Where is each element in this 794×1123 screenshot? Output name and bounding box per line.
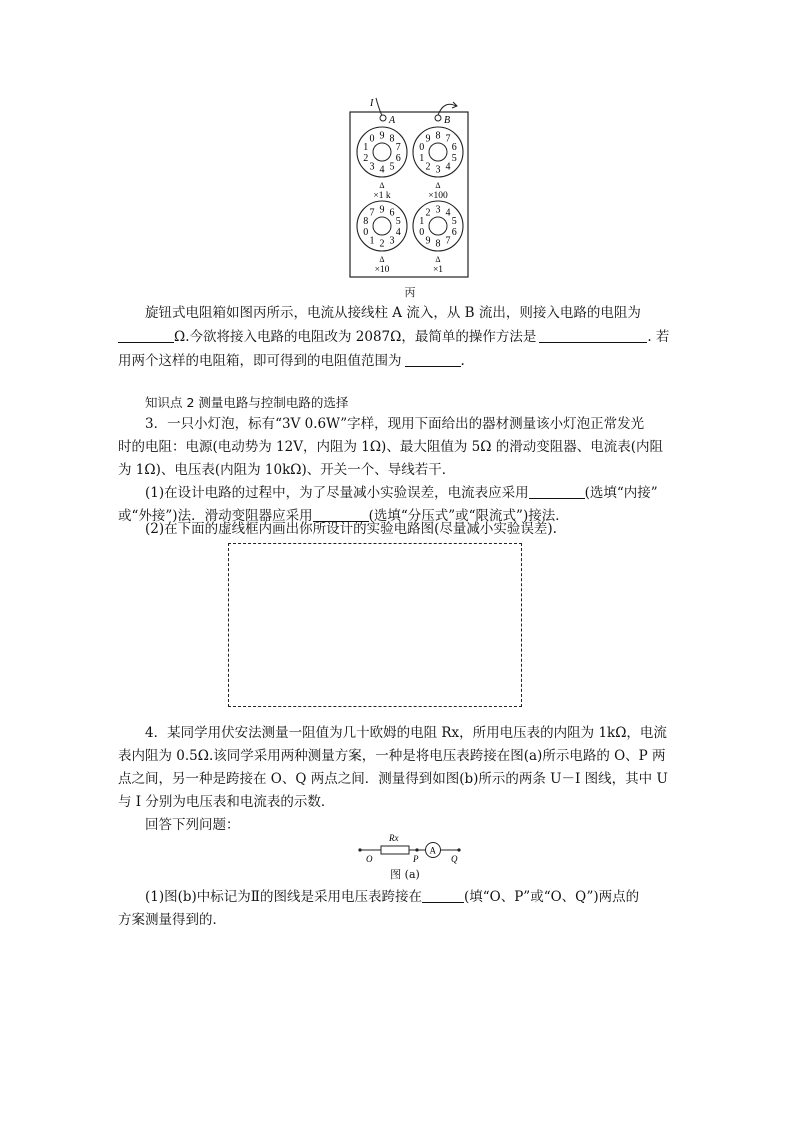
- circuit-drawing-box[interactable]: [228, 543, 522, 707]
- knob-digit: 3: [389, 235, 395, 247]
- knob-multiplier-label: ×1 k: [373, 191, 391, 201]
- ammeter-label: A: [429, 845, 436, 856]
- q2-line3-end: .: [460, 353, 465, 369]
- knob-digit: 5: [395, 216, 401, 228]
- knob-pointer-mark: Δ: [435, 255, 441, 264]
- resistor-label: Rx: [389, 833, 399, 843]
- q4-part1-line2: 方案测量得到的．: [118, 912, 226, 928]
- resistance-box-figure: [340, 96, 480, 292]
- q4-line3: 点之间，另一种是跨接在 O、Q 两点之间．测量得到如图(b)所示的两条 U－I 图线，其中 U: [118, 771, 668, 787]
- knob-digit: 0: [419, 226, 425, 238]
- q2-line3-text: 用两个这样的电阻箱，即可得到的电阻值范围为: [118, 353, 402, 369]
- knob-digit: 5: [451, 152, 457, 164]
- circuit-figure-a: [355, 826, 465, 868]
- knob-digit: 1: [363, 142, 369, 154]
- answer-blank-range[interactable]: [405, 352, 461, 367]
- knob-multiplier-label: ×1: [432, 265, 444, 275]
- q2-line2-end: . 若: [647, 329, 670, 345]
- q3-part1-choice2: (选填“分压式”或“限流式”)接法．: [368, 508, 569, 524]
- knob-digit: 5: [389, 161, 395, 173]
- q4-part1-line1: [118, 886, 678, 909]
- knob-digit: 7: [445, 235, 451, 247]
- figure-caption-bing: 丙: [404, 286, 416, 299]
- section-heading: 知识点 2 测量电路与控制电路的选择: [145, 395, 349, 410]
- knob-1[interactable]: [357, 127, 407, 201]
- knob-digit: 1: [419, 152, 425, 164]
- answer-blank-method[interactable]: [539, 328, 647, 343]
- knob-digit: 7: [395, 142, 401, 154]
- knob-digit: 9: [425, 235, 431, 247]
- knob-digit: 7: [369, 207, 375, 219]
- knob-digit: 2: [425, 207, 431, 219]
- q3-part1-line1: [118, 482, 678, 505]
- knob-digit: 4: [379, 164, 385, 176]
- knob-digit: 1: [369, 235, 375, 247]
- q2-line2-text: Ω.今欲将接入电路的电阻改为 2087Ω，最简单的操作方法是: [174, 329, 537, 345]
- terminal-b-label: B: [444, 115, 451, 126]
- current-label: I: [370, 98, 374, 109]
- q4-line2: 表内阻为 0.5Ω.该同学采用两种测量方案，一种是将电压表跨接在图(a)所示电路的 O、P 两: [118, 748, 666, 764]
- q3-part1-text2: 或“外接”)法．滑动变阻器应采用: [118, 508, 313, 524]
- knob-pointer-mark: Δ: [379, 181, 385, 190]
- q3-stem-line2: 时的电阻：电源(电动势为 12V，内阻为 1Ω)、最大阻值为 5Ω 的滑动变阻器、电流表(内阻: [118, 439, 663, 455]
- q3-part1-choice: (选填“内接”: [584, 485, 658, 501]
- knob-digit: 0: [363, 226, 369, 238]
- q4-line4: 与 I 分别为电压表和电流表的示数．: [118, 794, 335, 810]
- knob-digit: 6: [451, 142, 457, 154]
- knob-digit: 9: [379, 130, 385, 142]
- knob-digit: 3: [369, 161, 375, 173]
- q2-line1: 旋钮式电阻箱如图丙所示，电流从接线柱 A 流入，从 B 流出，则接入电路的电阻为: [145, 305, 641, 321]
- q3-part2: (2)在下面的虚线框内画出你所设计的实验电路图(尽量减小实验误差).: [145, 521, 557, 537]
- knob-digit: 4: [395, 226, 401, 238]
- q2-line2: [118, 326, 678, 349]
- knob-digit: 7: [445, 133, 451, 145]
- knob-digit: 5: [451, 216, 457, 228]
- q4-part1-text: (1)图(b)中标记为Ⅱ的图线是采用电压表跨接在: [145, 889, 422, 905]
- knob-digit: 8: [435, 130, 441, 142]
- knob-multiplier-label: ×10: [374, 265, 390, 275]
- knob-digit: 3: [435, 164, 441, 176]
- knob-digit: 1: [419, 216, 425, 228]
- q2-line3: [118, 350, 678, 373]
- answer-blank-ammeter[interactable]: [529, 484, 585, 499]
- figure-caption-a: 图 (a): [390, 868, 420, 881]
- knob-digit: 8: [435, 238, 441, 250]
- node-p-label: P: [413, 854, 419, 864]
- q4-part1-choice: (填“O、P”或“O、Q”)两点的: [463, 889, 640, 905]
- knob-digit: 8: [363, 216, 369, 228]
- knob-2[interactable]: [413, 127, 463, 201]
- knob-digit: 2: [363, 152, 369, 164]
- knob-3[interactable]: [357, 201, 407, 275]
- q3-stem-line1: 3．一只小灯泡，标有“3V 0.6W”字样，现用下面给出的器材测量该小灯泡正常发光: [145, 416, 645, 432]
- node-o-label: O: [366, 854, 373, 864]
- answer-blank-resistance[interactable]: [118, 328, 174, 343]
- knob-digit: 4: [445, 161, 451, 173]
- knob-digit: 0: [369, 133, 375, 145]
- q3-stem-line3: 为 1Ω)、电压表(内阻为 10kΩ)、开关一个、导线若干．: [118, 462, 456, 478]
- knob-digit: 9: [379, 204, 385, 216]
- knob-digit: 4: [445, 207, 451, 219]
- q4-line1: 4．某同学用伏安法测量一阻值为几十欧姆的电阻 Rx，所用电压表的内阻为 1kΩ，电流: [145, 725, 667, 741]
- node-q-label: Q: [451, 854, 458, 864]
- knob-digit: 6: [389, 207, 395, 219]
- knob-multiplier-label: ×100: [428, 191, 448, 201]
- q3-part1-text: (1)在设计电路的过程中，为了尽量减小实验误差，电流表应采用: [145, 485, 529, 501]
- q4-prompt: 回答下列问题：: [145, 817, 240, 833]
- knob-digit: 6: [395, 152, 401, 164]
- terminal-a-label: A: [389, 115, 396, 126]
- knob-digit: 9: [425, 133, 431, 145]
- knob-pointer-mark: Δ: [435, 181, 441, 190]
- knob-digit: 0: [419, 142, 425, 154]
- knob-digit: 2: [379, 238, 385, 250]
- knob-digit: 6: [451, 226, 457, 238]
- knob-pointer-mark: Δ: [379, 255, 385, 264]
- knob-4[interactable]: [413, 201, 463, 275]
- knob-digit: 8: [389, 133, 395, 145]
- knob-digit: 3: [435, 204, 441, 216]
- knob-digit: 2: [425, 161, 431, 173]
- answer-blank-line-ii[interactable]: [422, 888, 464, 903]
